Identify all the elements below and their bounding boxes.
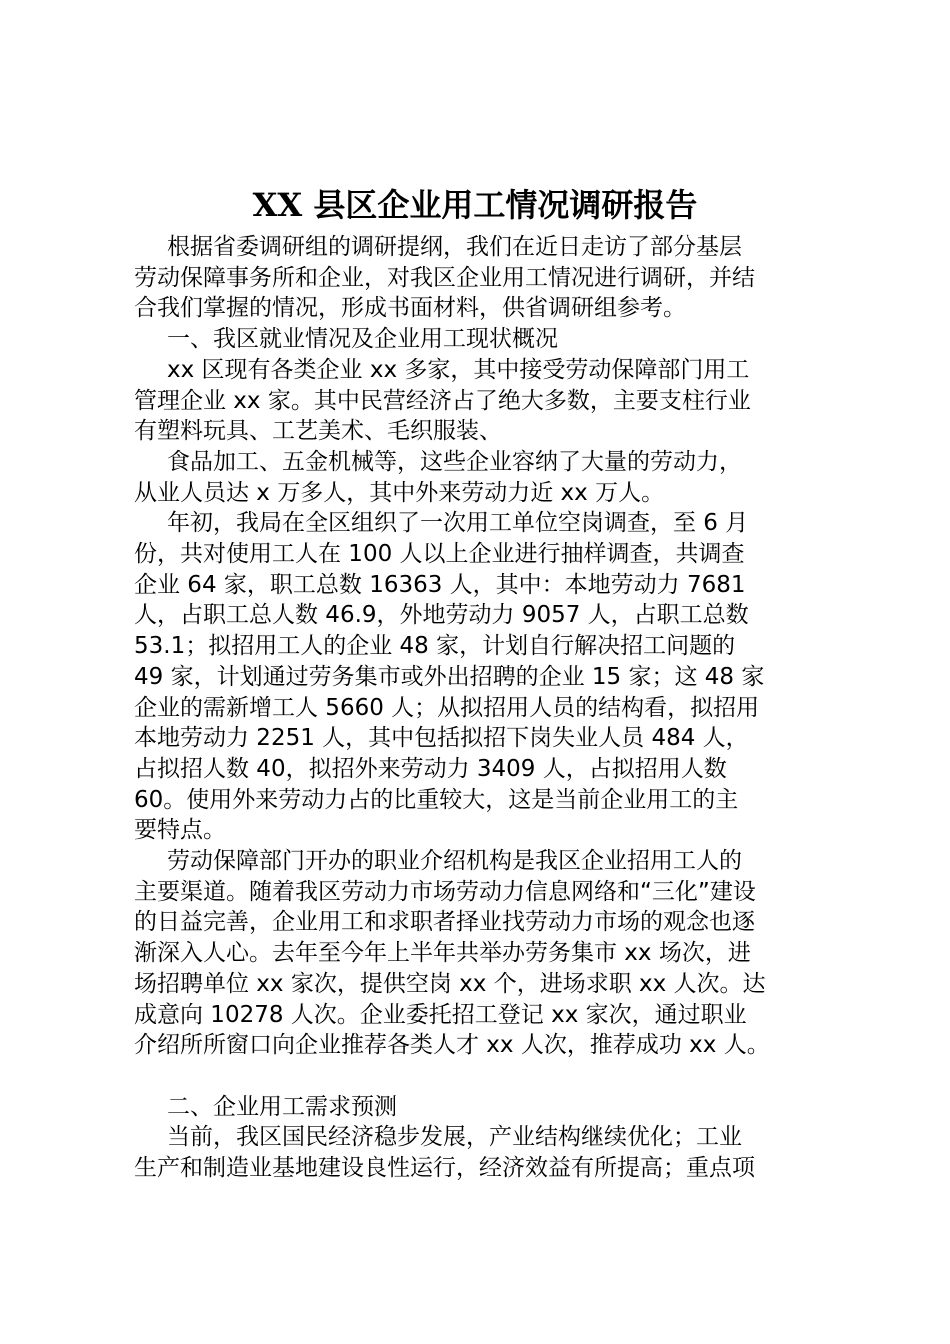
text-line: 60。使用外来劳动力占的比重较大，这是当前企业用工的主 — [134, 786, 739, 813]
section-heading: 一、我区就业情况及企业用工现状概况 — [167, 326, 558, 353]
text-line: 53.1；拟招用工人的企业 48 家，计划自行解决招工问题的 — [134, 633, 736, 660]
text-line: 合我们掌握的情况，形成书面材料，供省调研组参考。 — [134, 295, 686, 322]
text-line: 企业 64 家，职工总数 16363 人，其中：本地劳动力 7681 — [134, 571, 746, 598]
document-title: XX 县区企业用工情况调研报告 — [252, 186, 698, 224]
text-line: 介绍所所窗口向企业推荐各类人才 xx 人次，推荐成功 xx 人。 — [134, 1032, 770, 1059]
text-line: 从业人员达 x 万多人，其中外来劳动力近 xx 万人。 — [134, 479, 665, 506]
text-line: 企业的需新增工人 5660 人；从拟招用人员的结构看，拟招用 — [134, 694, 760, 721]
text-line: 成意向 10278 人次。企业委托招工登记 xx 家次，通过职业 — [134, 1001, 747, 1028]
text-line: 年初，我局在全区组织了一次用工单位空岗调查，至 6 月 — [167, 510, 749, 537]
text-line: 占拟招人数 40，拟招外来劳动力 3409 人，占拟招用人数 — [134, 755, 727, 782]
text-line: 劳动保障事务所和企业，对我区企业用工情况进行调研，并结 — [134, 264, 755, 291]
text-line: 管理企业 xx 家。其中民营经济占了绝大多数，主要支柱行业 — [134, 387, 751, 414]
text-line: 渐深入人心。去年至今年上半年共举办劳务集市 xx 场次，进 — [134, 940, 751, 967]
text-line: 本地劳动力 2251 人，其中包括拟招下岗失业人员 484 人， — [134, 725, 749, 752]
text-line: 有塑料玩具、工艺美术、毛织服装、 — [134, 418, 502, 445]
text-line: 的日益完善，企业用工和求职者择业找劳动力市场的观念也逐 — [134, 909, 755, 936]
text-line: 根据省委调研组的调研提纲，我们在近日走访了部分基层 — [167, 234, 742, 260]
text-line: 当前，我区国民经济稳步发展，产业结构继续优化；工业 — [167, 1124, 742, 1151]
text-line: 主要渠道。随着我区劳动力市场劳动力信息网络和“三化”建设 — [134, 878, 756, 905]
text-line: 49 家，计划通过劳务集市或外出招聘的企业 15 家；这 48 家 — [134, 663, 765, 690]
text-line: 要特点。 — [134, 817, 226, 844]
text-line: xx 区现有各类企业 xx 多家，其中接受劳动保障部门用工 — [167, 356, 750, 383]
section-heading: 二、企业用工需求预测 — [167, 1093, 397, 1120]
text-line: 人，占职工总人数 46.9，外地劳动力 9057 人，占职工总数 — [134, 602, 749, 629]
blank-line — [134, 1061, 834, 1092]
text-line: 份，共对使用工人在 100 人以上企业进行抽样调查，共调查 — [134, 541, 745, 568]
text-line: 食品加工、五金机械等，这些企业容纳了大量的劳动力， — [167, 448, 742, 475]
text-line: 场招聘单位 xx 家次，提供空岗 xx 个，进场求职 xx 人次。达 — [134, 970, 766, 997]
text-line: 生产和制造业基地建设良性运行，经济效益有所提高；重点项 — [134, 1155, 755, 1182]
text-line: 劳动保障部门开办的职业介绍机构是我区企业招用工人的 — [167, 848, 742, 875]
document-body — [134, 232, 834, 1184]
